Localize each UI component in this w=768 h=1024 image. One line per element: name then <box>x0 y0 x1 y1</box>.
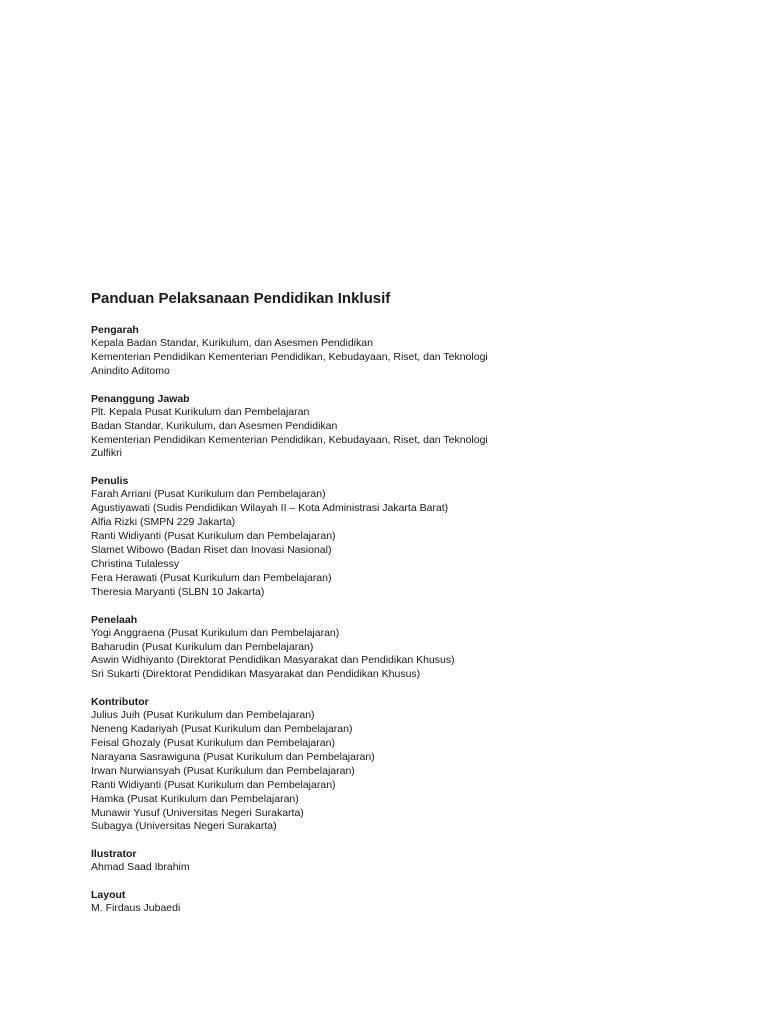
credit-section-penanggung-jawab <box>91 392 691 462</box>
credit-line: Farah Arriani (Pusat Kurikulum dan Pembelajaran) <box>91 488 326 501</box>
section-lines <box>91 488 691 599</box>
credits-page <box>91 289 691 929</box>
credit-line: M. Firdaus Jubaedi <box>91 902 181 915</box>
credit-line: Anindito Aditomo <box>91 364 170 377</box>
section-lines <box>91 406 691 462</box>
credit-line: Alfia Rizki (SMPN 229 Jakarta) <box>91 516 236 529</box>
credit-section-ilustrator <box>91 847 691 875</box>
section-lines <box>91 709 691 834</box>
credit-line: Ranti Widiyanti (Pusat Kurikulum dan Pembelajaran) <box>91 778 336 791</box>
credit-line: Plt. Kepala Pusat Kurikulum dan Pembelajaran <box>91 405 310 418</box>
section-heading: Penelaah <box>91 613 138 626</box>
section-heading: Kontributor <box>91 696 149 709</box>
credit-line: Feisal Ghozaly (Pusat Kurikulum dan Pembelajaran) <box>91 737 335 750</box>
credit-line: Kepala Badan Standar, Kurikulum, dan Asesmen Pendidikan <box>91 337 373 349</box>
credit-section-layout <box>91 888 691 916</box>
section-heading: Ilustrator <box>91 848 137 861</box>
credit-section-pengarah <box>91 323 691 379</box>
credit-line: Baharudin (Pusat Kurikulum dan Pembelajaran) <box>91 640 314 653</box>
credit-line: Ahmad Saad Ibrahim <box>91 861 190 874</box>
credit-line: Subagya (Universitas Negeri Surakarta) <box>91 820 277 833</box>
credit-line: Sri Sukarti (Direktorat Pendidikan Masyarakat dan Pendidikan Khusus) <box>91 668 421 681</box>
credit-line: Neneng Kadariyah (Pusat Kurikulum dan Pembelajaran) <box>91 723 353 736</box>
document-title: Panduan Pelaksanaan Pendidikan Inklusif <box>91 290 391 307</box>
credit-line: Christina Tulalessy <box>91 557 180 570</box>
credit-line: Aswin Widhiyanto (Direktorat Pendidikan Masyarakat dan Pendidikan Khusus) <box>91 654 455 667</box>
credit-line: Irwan Nurwiansyah (Pusat Kurikulum dan Pembelajaran) <box>91 764 355 777</box>
credit-line: Narayana Sasrawiguna (Pusat Kurikulum dan Pembelajaran) <box>91 750 375 763</box>
credit-section-penulis <box>91 474 691 599</box>
section-heading: Penulis <box>91 475 129 488</box>
credit-line: Fera Herawati (Pusat Kurikulum dan Pembelajaran) <box>91 571 332 584</box>
credit-line: Zulfikri <box>91 447 122 460</box>
credit-section-kontributor <box>91 695 691 834</box>
credit-line: Munawir Yusuf (Universitas Negeri Surakarta) <box>91 806 304 819</box>
section-heading: Penanggung Jawab <box>91 392 190 405</box>
credit-line: Badan Standar, Kurikulum, dan Asesmen Pendidikan <box>91 419 338 432</box>
credit-line: Julius Juih (Pusat Kurikulum dan Pembelajaran) <box>91 709 315 722</box>
credit-line: Yogi Anggraena (Pusat Kurikulum dan Pembelajaran) <box>91 626 340 639</box>
credit-line: Slamet Wibowo (Badan Riset dan Inovasi Nasional) <box>91 543 332 556</box>
section-heading: Pengarah <box>91 324 139 336</box>
credit-section-penelaah <box>91 613 691 683</box>
section-lines <box>91 627 691 683</box>
section-lines <box>91 902 691 916</box>
credit-line: Kementerian Pendidikan Kementerian Pendidikan, Kebudayaan, Riset, dan Teknologi <box>91 350 488 363</box>
credit-line: Hamka (Pusat Kurikulum dan Pembelajaran) <box>91 792 299 805</box>
section-lines <box>91 861 691 875</box>
credit-line: Agustiyawati (Sudis Pendidikan Wilayah II – Kota Administrasi Jakarta Barat) <box>91 502 449 515</box>
credit-line: Ranti Widiyanti (Pusat Kurikulum dan Pembelajaran) <box>91 530 336 543</box>
credit-line: Theresia Maryanti (SLBN 10 Jakarta) <box>91 585 265 598</box>
credit-line: Kementerian Pendidikan Kementerian Pendidikan, Kebudayaan, Riset, dan Teknologi <box>91 433 488 446</box>
credits-sections <box>91 323 691 916</box>
section-lines <box>91 337 691 379</box>
section-heading: Layout <box>91 889 126 902</box>
